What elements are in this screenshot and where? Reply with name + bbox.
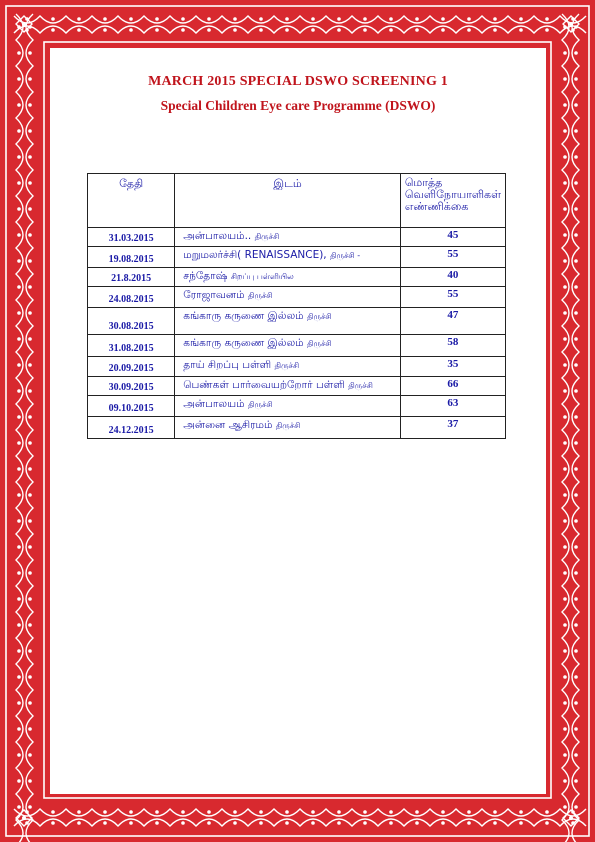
cell-count: 37 bbox=[400, 417, 505, 439]
cell-place bbox=[175, 417, 401, 439]
place-name: பெண்கள் பார்வையற்றோர் பள்ளி bbox=[183, 379, 345, 391]
cell-count: 55 bbox=[400, 247, 505, 268]
cell-date: 09.10.2015 bbox=[88, 396, 175, 417]
page-subtitle: Special Children Eye care Programme (DSWO) bbox=[160, 98, 436, 113]
place-city: திருச்சி bbox=[306, 312, 332, 321]
page-title: MARCH 2015 SPECIAL DSWO SCREENING 1 bbox=[148, 74, 448, 89]
place-name: அன்பாலயம்.. bbox=[183, 230, 252, 242]
cell-count: 63 bbox=[400, 396, 505, 417]
place-city: திருச்சி bbox=[247, 291, 273, 300]
column-header-count: மொத்த வெளிநோயாளிகள் எண்ணிக்கை bbox=[400, 174, 505, 228]
table-row bbox=[88, 247, 506, 268]
cell-place bbox=[175, 335, 401, 357]
place-city: திருச்சி - bbox=[330, 251, 361, 260]
cell-count: 66 bbox=[400, 377, 505, 396]
place-name: அன்பாலயம் bbox=[183, 398, 245, 410]
place-name: தாய் சிறப்பு பள்ளி bbox=[183, 359, 272, 371]
cell-date: 30.09.2015 bbox=[88, 377, 175, 396]
place-city: சிறப்பு பள்ளியில bbox=[230, 272, 294, 281]
cell-place bbox=[175, 247, 401, 268]
cell-place bbox=[175, 228, 401, 247]
table-row bbox=[88, 417, 506, 439]
table-row bbox=[88, 357, 506, 377]
cell-date: 24.12.2015 bbox=[88, 417, 175, 439]
cell-count: 45 bbox=[400, 228, 505, 247]
place-city: திருச்சி bbox=[254, 232, 280, 241]
column-header-date: தேதி bbox=[88, 174, 175, 228]
table-row bbox=[88, 308, 506, 335]
cell-date: 19.08.2015 bbox=[88, 247, 175, 268]
cell-place bbox=[175, 287, 401, 308]
cell-place bbox=[175, 268, 401, 287]
cell-count: 55 bbox=[400, 287, 505, 308]
table-row bbox=[88, 377, 506, 396]
cell-place bbox=[175, 396, 401, 417]
cell-date: 21.8.2015 bbox=[88, 268, 175, 287]
column-header-place: இடம் bbox=[175, 174, 401, 228]
cell-date: 30.08.2015 bbox=[88, 308, 175, 335]
table-row bbox=[88, 228, 506, 247]
place-name: சந்தோஷ் bbox=[183, 270, 228, 282]
cell-count: 40 bbox=[400, 268, 505, 287]
screening-table bbox=[87, 173, 506, 439]
cell-date: 31.03.2015 bbox=[88, 228, 175, 247]
place-city: திருச்சி bbox=[247, 400, 273, 409]
table-row bbox=[88, 287, 506, 308]
place-name: கங்காரு கருணை இல்லம் bbox=[183, 337, 304, 349]
cell-place bbox=[175, 357, 401, 377]
cell-count: 35 bbox=[400, 357, 505, 377]
place-name: மறுமலர்ச்சி( RENAISSANCE), bbox=[183, 249, 327, 261]
cell-date: 20.09.2015 bbox=[88, 357, 175, 377]
place-city: திருச்சி bbox=[274, 361, 300, 370]
cell-place bbox=[175, 377, 401, 396]
cell-place bbox=[175, 308, 401, 335]
cell-date: 24.08.2015 bbox=[88, 287, 175, 308]
place-city: திருச்சி bbox=[348, 381, 373, 390]
table-header-row bbox=[88, 174, 506, 228]
document-body bbox=[50, 48, 546, 794]
place-city: திருச்சி bbox=[306, 339, 332, 348]
place-city: திருச்சி bbox=[275, 421, 301, 430]
cell-count: 47 bbox=[400, 308, 505, 335]
table-row bbox=[88, 335, 506, 357]
place-name: கங்காரு கருணை இல்லம் bbox=[183, 310, 304, 322]
cell-date: 31.08.2015 bbox=[88, 335, 175, 357]
place-name: ரோஜாவனம் bbox=[183, 289, 245, 301]
cell-count: 58 bbox=[400, 335, 505, 357]
table-row bbox=[88, 396, 506, 417]
table-row bbox=[88, 268, 506, 287]
place-name: அன்னை ஆசிரமம் bbox=[183, 419, 273, 431]
